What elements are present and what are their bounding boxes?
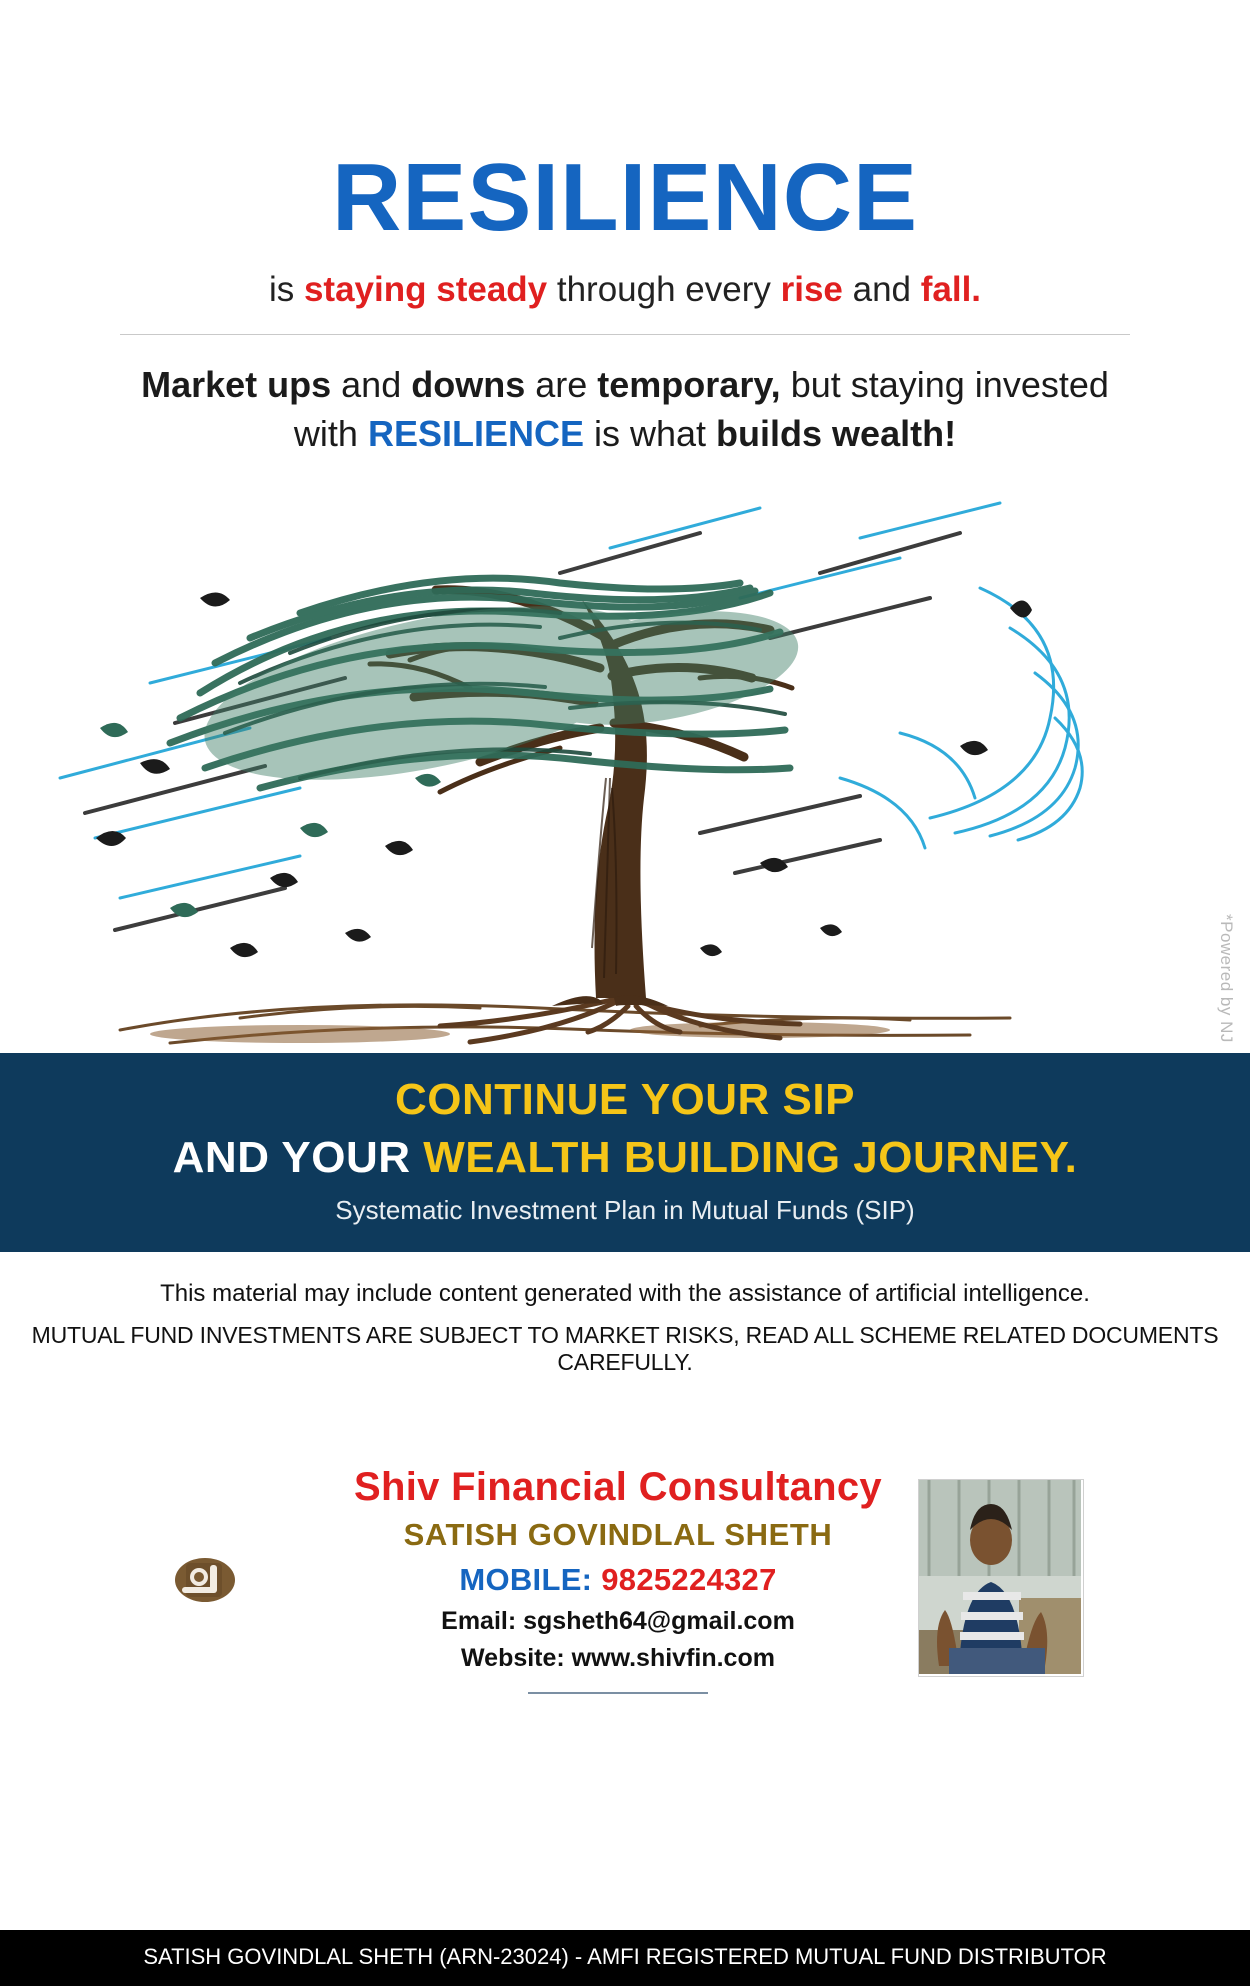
risk-disclaimer: MUTUAL FUND INVESTMENTS ARE SUBJECT TO MARKET RISKS, READ ALL SCHEME RELATED DOCUMENTS CAREFULLY.: [31, 1322, 1219, 1376]
website-line[interactable]: Website: www.shivfin.com: [461, 1643, 775, 1672]
subtitle-bold-1: staying steady: [303, 270, 548, 309]
mobile-label: MOBILE:: [459, 1561, 593, 1597]
page-title: RESILIENCE: [331, 144, 919, 251]
tagline-bold-4: builds wealth!: [716, 412, 957, 454]
footer-text: SATISH GOVINDLAL SHETH (ARN-23024) - AMFI REGISTERED MUTUAL FUND DISTRIBUTOR: [143, 1944, 1107, 1969]
band-headline: CONTINUE YOUR SIP: [395, 1075, 855, 1125]
ai-disclaimer: This material may include content generated with the assistance of artificial intelligence.: [160, 1280, 1090, 1308]
subtitle-part-2: through every: [547, 270, 781, 309]
header-divider: [120, 334, 1130, 335]
sip-callout-band: [0, 1053, 1250, 1252]
band-caption: Systematic Investment Plan in Mutual Funds (SIP): [335, 1195, 915, 1226]
subtitle-part-3: and: [842, 270, 921, 309]
tagline-text-2: are: [525, 364, 598, 405]
band-subheadline: [0, 1133, 1250, 1183]
subtitle-part-1: is: [268, 270, 304, 309]
hero-illustration: [0, 478, 1250, 1053]
contact-block: [0, 1462, 1250, 1694]
mobile-number[interactable]: 9825224327: [601, 1561, 777, 1597]
advisor-photo: [918, 1479, 1084, 1677]
windblown-tree-illustration: [0, 478, 1250, 1053]
contact-details: [354, 1462, 882, 1694]
band-subheadline-gold: WEALTH BUILDING JOURNEY.: [423, 1133, 1078, 1183]
watermark-powered-by: *Powered by NJ: [1217, 914, 1236, 1044]
subtitle: [0, 270, 1250, 310]
subtitle-bold-3: fall.: [920, 270, 982, 309]
email-line[interactable]: Email: sgsheth64@gmail.com: [441, 1606, 795, 1635]
subtitle-bold-2: rise: [780, 270, 843, 309]
band-subheadline-plain: AND YOUR: [172, 1133, 424, 1183]
company-logo-icon: [166, 1547, 244, 1609]
tagline-bold-2: downs: [411, 364, 526, 405]
mobile-line: [354, 1561, 882, 1600]
contact-underline: [528, 1692, 708, 1694]
advisor-name: SATISH GOVINDLAL SHETH: [403, 1517, 833, 1553]
tagline-bold-3: temporary,: [597, 364, 781, 405]
tagline-highlight: RESILIENCE: [367, 412, 584, 454]
tagline: [0, 361, 1250, 458]
tagline-text-1: and: [331, 364, 412, 405]
tagline-bold-1: Market ups: [141, 364, 332, 405]
tagline-text-4: is what: [584, 412, 717, 454]
firm-name: Shiv Financial Consultancy: [354, 1465, 882, 1510]
tagline-text-3: but staying invested with: [293, 364, 1109, 454]
footer-bar: [0, 1930, 1250, 1986]
